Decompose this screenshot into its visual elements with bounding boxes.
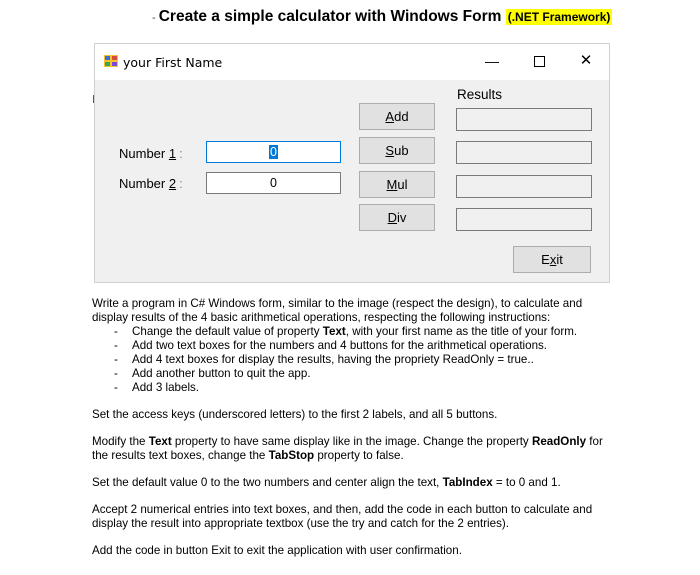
sub-button-key: S xyxy=(385,143,395,158)
exit-paragraph: Add the code in button Exit to exit the application with user confirmation. xyxy=(92,544,462,557)
heading-highlight: (.NET Framework) xyxy=(507,10,611,24)
div-button-rest: iv xyxy=(397,210,407,225)
number1-label-key: 1 xyxy=(168,146,177,161)
exit-button[interactable] xyxy=(513,246,591,273)
title-bar[interactable] xyxy=(95,44,609,80)
number1-label xyxy=(119,146,183,161)
form-icon xyxy=(104,55,118,67)
number1-value: 0 xyxy=(270,145,277,159)
instructions-text xyxy=(92,297,612,558)
intro-paragraph: Write a program in C# Windows form, similar to the image (respect the design), to calculate and display results of the 4 basic arithmetical operations, respecting the following instructions: xyxy=(92,297,583,324)
window-title: your First Name xyxy=(123,55,223,70)
mul-result-box xyxy=(456,175,592,198)
sub-result-box xyxy=(456,141,592,164)
number1-label-text: Number xyxy=(119,146,169,161)
p3-d: ReadOnly xyxy=(531,435,587,448)
mul-button[interactable] xyxy=(359,171,435,198)
number2-label-colon: : xyxy=(179,176,183,191)
p3-c: property to have same display like in the image. Change the property xyxy=(171,435,532,448)
number2-label xyxy=(119,176,183,191)
entries-paragraph: Accept 2 numerical entries into text boxes, and then, add the code in each button to calculate and display the result into appropriate textbox (use the try and catch for the 2 entries). xyxy=(92,503,593,530)
number1-label-colon: : xyxy=(179,146,183,161)
maximize-button[interactable] xyxy=(528,52,550,70)
assignment-heading xyxy=(152,8,612,26)
list-item: - Add two text boxes for the numbers and 4 buttons for the arithmetical operations. xyxy=(92,339,612,353)
number2-input[interactable] xyxy=(206,172,341,194)
add-button-rest: dd xyxy=(394,109,409,124)
p4-b: TabIndex xyxy=(442,476,493,489)
list-item: - Add 3 labels. xyxy=(92,381,612,395)
add-button-key: A xyxy=(385,109,395,124)
list-item: - Add another button to quit the app. xyxy=(92,367,612,381)
p3-g: property to false. xyxy=(314,449,404,462)
bullet1-bold: Text xyxy=(322,325,346,338)
p3-f: TabStop xyxy=(268,449,315,462)
number2-label-key: 2 xyxy=(168,176,177,191)
heading-title: Create a simple calculator with Windows Form xyxy=(158,8,506,25)
exit-button-pre: E xyxy=(541,252,550,267)
div-result-box xyxy=(456,208,592,231)
instruction-list xyxy=(92,325,612,395)
close-button[interactable]: ✕ xyxy=(579,52,593,69)
div-button[interactable] xyxy=(359,204,435,231)
bullet1-pre: Change the default value of property xyxy=(132,325,323,338)
default-value-paragraph xyxy=(92,476,612,490)
add-result-box xyxy=(456,108,592,131)
p4-a: Set the default value 0 to the two numbers and center align the text, xyxy=(92,476,443,489)
bullet1-post: , with your first name as the title of your form. xyxy=(345,325,578,338)
exit-button-key: x xyxy=(549,252,557,267)
number2-label-text: Number xyxy=(119,176,169,191)
sub-button-rest: ub xyxy=(394,143,409,158)
properties-paragraph xyxy=(92,435,612,463)
mul-button-key: M xyxy=(386,177,398,192)
minimize-button[interactable]: — xyxy=(485,53,499,69)
access-keys-paragraph: Set the access keys (underscored letters) to the first 2 labels, and all 5 buttons. xyxy=(92,408,498,421)
p3-b: Text xyxy=(148,435,172,448)
sub-button[interactable] xyxy=(359,137,435,164)
heading-dash: - xyxy=(152,12,159,24)
maximize-icon xyxy=(534,56,545,67)
p4-c: = to 0 and 1. xyxy=(492,476,561,489)
add-button[interactable] xyxy=(359,103,435,130)
results-label: Results xyxy=(457,87,503,102)
number1-input[interactable] xyxy=(206,141,341,163)
list-item xyxy=(92,325,612,339)
calculator-window xyxy=(94,43,610,283)
mul-button-rest: ul xyxy=(397,177,408,192)
list-item: - Add 4 text boxes for display the results, having the propriety ReadOnly = true.. xyxy=(92,353,612,367)
div-button-key: D xyxy=(387,210,397,225)
number2-value: 0 xyxy=(270,176,277,190)
exit-button-rest: it xyxy=(556,252,563,267)
p3-e: for the results text boxes, change the xyxy=(92,435,603,462)
p3-a: Modify the xyxy=(92,435,149,448)
